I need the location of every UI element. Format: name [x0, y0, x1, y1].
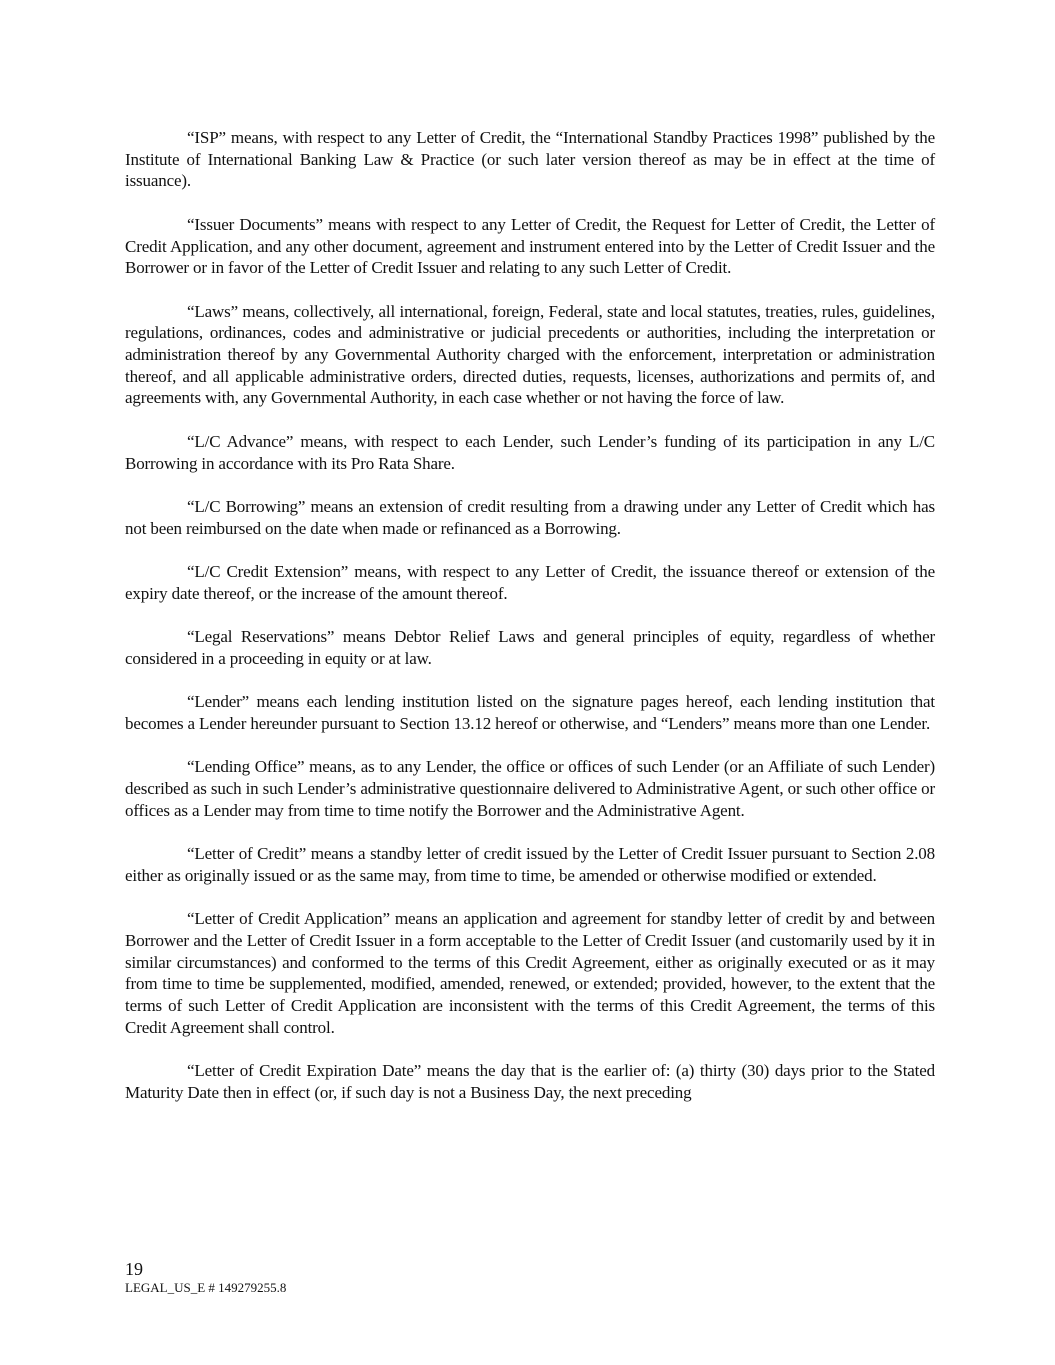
document-id: LEGAL_US_E # 149279255.8 [125, 1280, 287, 1295]
definition-lc-advance: “L/C Advance” means, with respect to each Lender, such Lender’s funding of its participation in any L/C Borrowing in accordance with its Pro Rata Share. [125, 431, 935, 473]
definition-laws: “Laws” means, collectively, all international, foreign, Federal, state and local statutes, treaties, rules, guidelines, regulations, ordinances, codes and administrative or judicial precedents or authorities, including the interpretation or administration thereof by any Governmental Authority charged with the enforcement, interpretation or administration thereof, and all applicable administrative orders, directed duties, requests, licenses, authorizations and permits of, and agreements with, any Governmental Authority, in each case whether or not having the force of law. [125, 301, 935, 408]
definition-lending-office: “Lending Office” means, as to any Lender, the office or offices of such Lender (or an Affiliate of such Lender) described as such in such Lender’s administrative questionnaire delivered to Administrative Agent, or such other office or offices as a Lender may from time to time notify the Borrower and the Administrative Agent. [125, 757, 935, 820]
definition-issuer-documents: “Issuer Documents” means with respect to any Letter of Credit, the Request for Letter of Credit, the Letter of Credit Application, and any other document, agreement and instrument entered into by the Letter of Credit Issuer and the Borrower or in favor of the Letter of Credit Issuer and relating to any such Letter of Credit. [125, 214, 935, 278]
page-footer [125, 1258, 286, 1296]
definition-lc-credit-extension: “L/C Credit Extension” means, with respect to any Letter of Credit, the issuance thereof or extension of the expiry date thereof, or the increase of the amount thereof. [125, 561, 935, 603]
definition-legal-reservations: “Legal Reservations” means Debtor Relief Laws and general principles of equity, regardless of whether considered in a proceeding in equity or at law. [125, 627, 935, 668]
definition-letter-of-credit-expiration-date: “Letter of Credit Expiration Date” means the day that is the earlier of: (a) thirty (30) days prior to the Stated Maturity Date then in effect (or, if such day is not a Business Day, the next preceding [125, 1061, 935, 1102]
definition-lc-borrowing: “L/C Borrowing” means an extension of credit resulting from a drawing under any Letter of Credit which has not been reimbursed on the date when made or refinanced as a Borrowing. [125, 496, 935, 538]
definition-letter-of-credit: “Letter of Credit” means a standby letter of credit issued by the Letter of Credit Issuer pursuant to Section 2.08 either as originally issued or as the same may, from time to time, be amended or otherwise modified or extended. [125, 844, 935, 885]
definition-isp: “ISP” means, with respect to any Letter of Credit, the “International Standby Practices 1998” published by the Institute of International Banking Law & Practice (or such later version thereof as may be in effect at the time of issuance). [125, 128, 935, 191]
definition-letter-of-credit-application: “Letter of Credit Application” means an application and agreement for standby letter of credit by and between Borrower and the Letter of Credit Issuer in a form acceptable to the Letter of Credit Issuer (and customarily used by it in similar circumstances) and conformed to the terms of this Credit Agreement, either as originally executed or as it may from time to time be supplemented, modified, amended, renewed, or extended; provided, however, to the extent that the terms of such Letter of Credit Application are inconsistent with the terms of this Credit Agreement, the terms of this Credit Agreement shall control. [125, 909, 935, 1037]
page-number: 19 [125, 1259, 143, 1279]
definition-lender: “Lender” means each lending institution listed on the signature pages hereof, each lending institution that becomes a Lender hereunder pursuant to Section 13.12 hereof or otherwise, and “Lenders” means more than one Lender. [125, 692, 935, 733]
document-page [125, 127, 935, 1125]
